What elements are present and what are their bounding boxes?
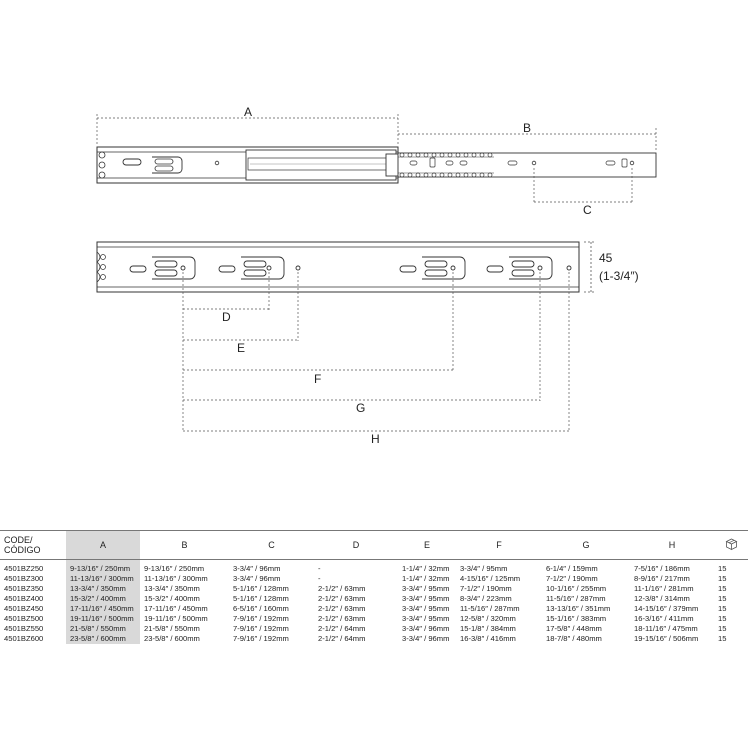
cell-g: 15-1/16″ / 383mm: [546, 614, 607, 623]
cell-code: 4501BZ550: [4, 624, 44, 633]
cell-qty: 15: [718, 604, 727, 613]
cell-code: 4501BZ350: [4, 584, 44, 593]
dimension-f-label: F: [314, 372, 322, 386]
cell-code: 4501BZ250: [4, 564, 44, 573]
box-stack-icon: [725, 538, 738, 551]
cell-f: 12-5/8″ / 320mm: [460, 614, 516, 623]
cell-g: 17-5/8″ / 448mm: [546, 624, 602, 633]
cell-c: 7-9/16″ / 192mm: [233, 634, 289, 643]
header-f: F: [456, 531, 542, 560]
cell-e: 3-3/4″ / 96mm: [402, 634, 450, 643]
cell-a: 11-13/16″ / 300mm: [66, 574, 140, 584]
cell-h: 11-1/16″ / 281mm: [634, 584, 694, 593]
spec-table-container: [0, 530, 750, 644]
cell-d: 2-1/2″ / 63mm: [318, 604, 366, 613]
cell-c: 3-3/4″ / 96mm: [233, 574, 281, 583]
cell-qty: 15: [718, 594, 727, 603]
cell-c: 5-1/16″ / 128mm: [233, 594, 289, 603]
cell-f: 4-15/16″ / 125mm: [460, 574, 521, 583]
dimension-e-label: E: [237, 341, 246, 355]
header-g: G: [542, 531, 630, 560]
cell-h: 19-15/16″ / 506mm: [634, 634, 699, 643]
header-c: C: [229, 531, 314, 560]
closed-slide-view: [97, 242, 639, 446]
header-a: A: [66, 531, 140, 560]
table-row: [0, 604, 748, 614]
cell-qty: 15: [718, 634, 727, 643]
cell-b: 23-5/8″ / 600mm: [144, 634, 200, 643]
cell-b: 9-13/16″ / 250mm: [144, 564, 205, 573]
cell-b: 21-5/8″ / 550mm: [144, 624, 200, 633]
cell-e: 1-1/4″ / 32mm: [402, 564, 450, 573]
table-row: [0, 574, 748, 584]
cell-g: 6-1/4″ / 159mm: [546, 564, 598, 573]
cell-qty: 15: [718, 574, 727, 583]
cell-g: 13-13/16″ / 351mm: [546, 604, 611, 613]
cell-b: 19-11/16″ / 500mm: [144, 614, 208, 623]
height-value-label: 45: [599, 251, 613, 265]
header-h: H: [630, 531, 714, 560]
cell-code: 4501BZ300: [4, 574, 44, 583]
cell-code: 4501BZ500: [4, 614, 44, 623]
header-e: E: [398, 531, 456, 560]
table-row: [0, 560, 748, 575]
cell-b: 17-11/16″ / 450mm: [144, 604, 208, 613]
cell-e: 3-3/4″ / 96mm: [402, 624, 450, 633]
cell-d: 2-1/2″ / 63mm: [318, 594, 366, 603]
cell-a: 13-3/4″ / 350mm: [66, 584, 140, 594]
cell-f: 7-1/2″ / 190mm: [460, 584, 512, 593]
cell-d: 2-1/2″ / 63mm: [318, 584, 366, 593]
cell-h: 16-3/16″ / 411mm: [634, 614, 694, 623]
cell-a: 15-3/2″ / 400mm: [66, 594, 140, 604]
cell-d: 2-1/2″ / 64mm: [318, 634, 366, 643]
table-header-row: [0, 531, 748, 560]
cell-f: 15-1/8″ / 384mm: [460, 624, 516, 633]
cell-f: 11-5/16″ / 287mm: [460, 604, 520, 613]
table-row: [0, 584, 748, 594]
cell-a: 19-11/16″ / 500mm: [66, 614, 140, 624]
cell-code: 4501BZ600: [4, 634, 44, 643]
dimension-c-label: C: [583, 203, 592, 217]
dimension-a-label: A: [244, 105, 253, 119]
cell-c: 6-5/16″ / 160mm: [233, 604, 289, 613]
cell-d: -: [318, 574, 321, 583]
table-row: [0, 624, 748, 634]
cell-qty: 15: [718, 614, 727, 623]
cell-e: 1-1/4″ / 32mm: [402, 574, 450, 583]
cell-b: 11-13/16″ / 300mm: [144, 574, 208, 583]
cell-h: 8-9/16″ / 217mm: [634, 574, 690, 583]
dimension-b-label: B: [523, 121, 532, 135]
cell-h: 7-5/16″ / 186mm: [634, 564, 690, 573]
cell-h: 14-15/16″ / 379mm: [634, 604, 699, 613]
cell-qty: 15: [718, 564, 727, 573]
cell-f: 8-3/4″ / 223mm: [460, 594, 512, 603]
cell-g: 11-5/16″ / 287mm: [546, 594, 606, 603]
dimension-g-label: G: [356, 401, 366, 415]
cell-c: 3-3/4″ / 96mm: [233, 564, 281, 573]
cell-code: 4501BZ400: [4, 594, 44, 603]
cell-c: 7-9/16″ / 192mm: [233, 624, 289, 633]
cell-g: 18-7/8″ / 480mm: [546, 634, 602, 643]
table-row: [0, 634, 748, 644]
cell-qty: 15: [718, 624, 727, 633]
dimension-d-label: D: [222, 310, 231, 324]
cell-g: 10-1/16″ / 255mm: [546, 584, 607, 593]
cell-qty: 15: [718, 584, 727, 593]
dimension-h-label: H: [371, 432, 380, 446]
table-body: [0, 560, 748, 645]
cell-c: 7-9/16″ / 192mm: [233, 614, 289, 623]
cell-f: 3-3/4″ / 95mm: [460, 564, 508, 573]
cell-b: 15-3/2″ / 400mm: [144, 594, 200, 603]
cell-e: 3-3/4″ / 95mm: [402, 604, 450, 613]
cell-d: 2-1/2″ / 63mm: [318, 614, 366, 623]
height-inch-label: (1-3/4″): [599, 269, 639, 283]
spec-table: [0, 530, 748, 644]
cell-code: 4501BZ450: [4, 604, 44, 613]
table-row: [0, 594, 748, 604]
cell-d: 2-1/2″ / 64mm: [318, 624, 366, 633]
cell-h: 12-3/8″ / 314mm: [634, 594, 690, 603]
cell-h: 18-11/16″ / 475mm: [634, 624, 698, 633]
cell-a: 21-5/8″ / 550mm: [66, 624, 140, 634]
cell-g: 7-1/2″ / 190mm: [546, 574, 598, 583]
cell-e: 3-3/4″ / 95mm: [402, 584, 450, 593]
header-d: D: [314, 531, 398, 560]
cell-f: 16-3/8″ / 416mm: [460, 634, 516, 643]
header-code: CODE/ CÓDIGO: [0, 531, 66, 560]
header-qty: [714, 531, 748, 560]
header-b: B: [140, 531, 229, 560]
cell-d: -: [318, 564, 321, 573]
cell-b: 13-3/4″ / 350mm: [144, 584, 200, 593]
cell-e: 3-3/4″ / 95mm: [402, 614, 450, 623]
extended-slide-view: [97, 105, 656, 217]
cell-e: 3-3/4″ / 95mm: [402, 594, 450, 603]
cell-a: 9-13/16″ / 250mm: [66, 560, 140, 575]
cell-a: 17-11/16″ / 450mm: [66, 604, 140, 614]
table-row: [0, 614, 748, 624]
cell-c: 5-1/16″ / 128mm: [233, 584, 289, 593]
cell-a: 23-5/8″ / 600mm: [66, 634, 140, 644]
